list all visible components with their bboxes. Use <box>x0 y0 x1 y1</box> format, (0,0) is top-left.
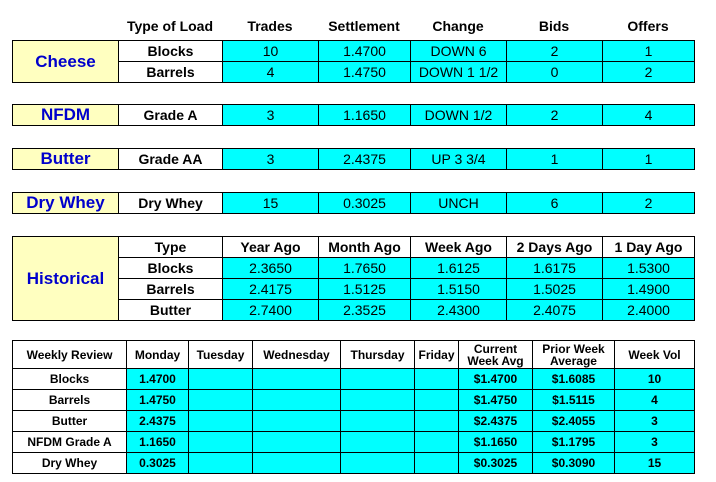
friday-cell <box>415 390 459 411</box>
change-cell: DOWN 1 1/2 <box>411 62 507 83</box>
thursday-cell <box>341 453 415 474</box>
drywhey-table <box>12 192 695 214</box>
wednesday-cell <box>253 453 341 474</box>
current-week-avg-cell: $1.4750 <box>459 390 533 411</box>
table-row <box>13 390 695 411</box>
value-cell: 2.4000 <box>603 300 695 321</box>
table-row <box>13 193 695 214</box>
offers-cell: 4 <box>603 105 695 126</box>
table-row <box>13 105 695 126</box>
row-label: NFDM Grade A <box>13 432 127 453</box>
load-type: Blocks <box>119 41 223 62</box>
change-cell: DOWN 6 <box>411 41 507 62</box>
week-vol-cell: 4 <box>615 390 695 411</box>
value-cell: 2.4175 <box>223 279 319 300</box>
load-type: Grade AA <box>119 149 223 170</box>
offers-cell: 1 <box>603 149 695 170</box>
table-row <box>13 369 695 390</box>
wednesday-cell <box>253 411 341 432</box>
column-header: Prior Week Average <box>533 341 615 369</box>
value-cell: 1.5150 <box>411 279 507 300</box>
tuesday-cell <box>189 390 253 411</box>
monday-cell: 1.4750 <box>127 390 189 411</box>
settlement-cell: 1.4750 <box>319 62 411 83</box>
prior-week-avg-cell: $1.6085 <box>533 369 615 390</box>
header-type-of-load: Type of Load <box>126 18 214 34</box>
table-row <box>13 432 695 453</box>
load-type: Barrels <box>119 62 223 83</box>
column-header: Friday <box>415 341 459 369</box>
current-week-avg-cell: $1.4700 <box>459 369 533 390</box>
offers-cell: 1 <box>603 41 695 62</box>
header-settlement: Settlement <box>328 18 400 34</box>
column-header: 1 Day Ago <box>603 237 695 258</box>
monday-cell: 1.1650 <box>127 432 189 453</box>
wednesday-cell <box>253 432 341 453</box>
value-cell: 1.7650 <box>319 258 411 279</box>
column-header: Current Week Avg <box>459 341 533 369</box>
header-change: Change <box>432 18 484 34</box>
trades-cell: 10 <box>223 41 319 62</box>
bids-cell: 0 <box>507 62 603 83</box>
value-cell: 2.4300 <box>411 300 507 321</box>
value-cell: 2.7400 <box>223 300 319 321</box>
nfdm-label: NFDM <box>13 105 119 126</box>
prior-week-avg-cell: $1.1795 <box>533 432 615 453</box>
offers-cell: 2 <box>603 62 695 83</box>
settlement-cell: 1.4700 <box>319 41 411 62</box>
bids-cell: 2 <box>507 105 603 126</box>
value-cell: 1.5125 <box>319 279 411 300</box>
header-bids: Bids <box>538 18 570 34</box>
butter-label: Butter <box>13 149 119 170</box>
value-cell: 1.6175 <box>507 258 603 279</box>
friday-cell <box>415 453 459 474</box>
value-cell: 1.4900 <box>603 279 695 300</box>
butter-table <box>12 148 695 170</box>
column-header: Type <box>119 237 223 258</box>
column-header: Week Ago <box>411 237 507 258</box>
week-vol-cell: 10 <box>615 369 695 390</box>
column-header: Month Ago <box>319 237 411 258</box>
thursday-cell <box>341 432 415 453</box>
row-label: Dry Whey <box>13 453 127 474</box>
drywhey-label: Dry Whey <box>13 193 119 214</box>
tuesday-cell <box>189 453 253 474</box>
weekly-review-table <box>12 340 695 474</box>
table-row <box>13 453 695 474</box>
header-trades: Trades <box>247 18 293 34</box>
settlement-cell: 2.4375 <box>319 149 411 170</box>
column-header: 2 Days Ago <box>507 237 603 258</box>
settlement-cell: 0.3025 <box>319 193 411 214</box>
friday-cell <box>415 411 459 432</box>
value-cell: 2.3650 <box>223 258 319 279</box>
value-cell: 1.5300 <box>603 258 695 279</box>
change-cell: UP 3 3/4 <box>411 149 507 170</box>
friday-cell <box>415 432 459 453</box>
column-header: Tuesday <box>189 341 253 369</box>
type-cell: Blocks <box>119 258 223 279</box>
prior-week-avg-cell: $0.3090 <box>533 453 615 474</box>
tuesday-cell <box>189 411 253 432</box>
table-row <box>13 411 695 432</box>
thursday-cell <box>341 411 415 432</box>
column-header-row <box>0 12 716 40</box>
week-vol-cell: 3 <box>615 411 695 432</box>
value-cell: 1.6125 <box>411 258 507 279</box>
column-header: Monday <box>127 341 189 369</box>
thursday-cell <box>341 390 415 411</box>
cheese-table <box>12 40 695 83</box>
column-header: Week Vol <box>615 341 695 369</box>
prior-week-avg-cell: $2.4055 <box>533 411 615 432</box>
bids-cell: 2 <box>507 41 603 62</box>
trades-cell: 4 <box>223 62 319 83</box>
trades-cell: 3 <box>223 105 319 126</box>
value-cell: 2.4075 <box>507 300 603 321</box>
historical-table <box>12 236 695 321</box>
monday-cell: 1.4700 <box>127 369 189 390</box>
change-cell: UNCH <box>411 193 507 214</box>
settlement-cell: 1.1650 <box>319 105 411 126</box>
table-row <box>13 149 695 170</box>
offers-cell: 2 <box>603 193 695 214</box>
wednesday-cell <box>253 369 341 390</box>
week-vol-cell: 3 <box>615 432 695 453</box>
column-header: Weekly Review <box>13 341 127 369</box>
load-type: Dry Whey <box>119 193 223 214</box>
row-label: Blocks <box>13 369 127 390</box>
value-cell: 2.3525 <box>319 300 411 321</box>
prior-week-avg-cell: $1.5115 <box>533 390 615 411</box>
tuesday-cell <box>189 369 253 390</box>
table-header-row <box>13 237 695 258</box>
week-vol-cell: 15 <box>615 453 695 474</box>
thursday-cell <box>341 369 415 390</box>
table-row <box>13 41 695 62</box>
bids-cell: 6 <box>507 193 603 214</box>
column-header: Wednesday <box>253 341 341 369</box>
table-header-row <box>13 341 695 369</box>
trades-cell: 15 <box>223 193 319 214</box>
load-type: Grade A <box>119 105 223 126</box>
nfdm-table <box>12 104 695 126</box>
current-week-avg-cell: $2.4375 <box>459 411 533 432</box>
monday-cell: 2.4375 <box>127 411 189 432</box>
type-cell: Butter <box>119 300 223 321</box>
wednesday-cell <box>253 390 341 411</box>
row-label: Butter <box>13 411 127 432</box>
historical-label: Historical <box>13 237 119 321</box>
type-cell: Barrels <box>119 279 223 300</box>
bids-cell: 1 <box>507 149 603 170</box>
tuesday-cell <box>189 432 253 453</box>
trades-cell: 3 <box>223 149 319 170</box>
change-cell: DOWN 1/2 <box>411 105 507 126</box>
row-label: Barrels <box>13 390 127 411</box>
friday-cell <box>415 369 459 390</box>
column-header: Year Ago <box>223 237 319 258</box>
monday-cell: 0.3025 <box>127 453 189 474</box>
column-header: Thursday <box>341 341 415 369</box>
current-week-avg-cell: $1.1650 <box>459 432 533 453</box>
value-cell: 1.5025 <box>507 279 603 300</box>
current-week-avg-cell: $0.3025 <box>459 453 533 474</box>
header-offers: Offers <box>627 18 669 34</box>
cheese-label: Cheese <box>13 41 119 83</box>
